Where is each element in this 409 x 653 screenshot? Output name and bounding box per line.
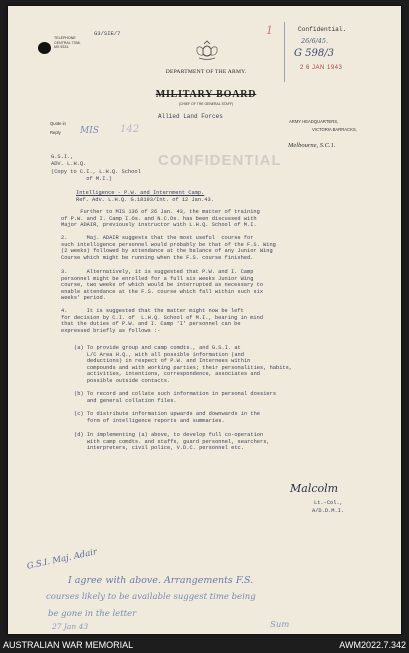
army-hq-label: ARMY HEADQUARTERS,: [289, 119, 339, 124]
confidential-label: Confidential.: [298, 26, 347, 33]
quote-in-reply-label: [50, 119, 66, 137]
telephone-block: [54, 36, 81, 50]
reply-num-handwritten: 142: [120, 124, 140, 135]
addressee-line-2: ADV. L.H.Q.: [51, 161, 87, 167]
list-item-d: (d) In implementing (a) above, to develop full co-operation with camp comdts. and staffs, guard personnel, searchers, interpreters, civil police, V.D.C. personnel etc.: [74, 432, 270, 452]
coat-of-arms-icon: [193, 40, 221, 62]
reply-label: Reply: [50, 130, 61, 135]
received-date-stamp: 2 6 JAN 1943: [300, 65, 343, 71]
file-code-handwritten: G 598/3: [294, 48, 334, 59]
annotation-initials: Sum: [270, 620, 290, 630]
annotation-date: 27 Jan 43: [52, 622, 89, 631]
paragraph-3: 3. Alternatively, it is suggested that P.W. and I. Camp personnel might be enrolled for a full six weeks Junior Wing course, two weeks of which would be interrupted as necessary to enable attendance at the F.S. course which fall within such six weeks' period.: [61, 269, 264, 302]
list-item-a: (a) To provide group and camp comdts., and G.S.I. at L/C Area H.Q., with all possible information (and deductions) in respect of P.W. and Internees within compounds and with working parties; their personalities, habits, activities, intentions, correspondence, associates and possible outside contacts.: [74, 345, 293, 384]
department-heading: DEPARTMENT OF THE ARMY.: [165, 69, 247, 75]
confidential-stamp-faint: CONFIDENTIAL: [158, 152, 282, 169]
subject-line: Intelligence - P.W. and Internment Camp.: [76, 190, 205, 196]
footer-bar: [0, 638, 409, 653]
paragraph-2: 2. Maj. ADAIR suggests that the most useful course for such intelligence personnel would probably be that of the F.S. Wing (2 weeks) followed by attendance at the balance of any Junior Wing Course which might be running when the F.S. course finished.: [61, 235, 276, 261]
annotation-line-3: be gone in the letter: [48, 609, 137, 619]
handwritten-date: 26/6/45.: [301, 37, 329, 45]
addressee-line-1: G.S.I.,: [51, 154, 74, 160]
paragraph-4: 4. It is suggested that the matter might now be left for decision by C.I. of L.H.Q. School of M.I., bearing in mind that the duties of P.W. and I. Camp 'I' personnel can be expressed briefly as follows :-: [61, 308, 264, 334]
ref-code: G3/SIE/7: [94, 30, 121, 37]
paragraph-1: Further to MIS 136 of 26 Jan. 43, the matter of training of P.W. and I. Camp I.Os. and N.C.Os. has been discussed with Major ADAIR, previously instructor with L.H.Q. School of M.I.: [61, 209, 260, 229]
telephone-label: TELEPHONE: [54, 36, 76, 40]
victoria-barracks-label: VICTORIA BARRACKS,: [312, 127, 357, 132]
list-item-b: (b) To record and collate such information in personal dossiers and general collation files.: [74, 391, 277, 404]
reply-ref-handwritten: MIS: [80, 126, 99, 136]
corner-mark: 1: [266, 24, 273, 37]
footer-institution: AUSTRALIAN WAR MEMORIAL: [3, 640, 134, 650]
melbourne-label: Melbourne, S.C.1.: [288, 142, 336, 149]
signature-title: A/D.D.M.I.: [312, 508, 345, 514]
telephone-central: CENTRAL 7338.: [54, 40, 81, 45]
addressee-line-4: of M.I.): [51, 176, 112, 182]
allied-land-forces: Allied Land Forces: [158, 113, 223, 120]
quote-in-label: Quote in: [50, 121, 66, 126]
military-board-subtitle: (CHIEF OF THE GENERAL STAFF): [178, 102, 234, 106]
annotation-line-2: courses likely to be available suggest time being: [46, 592, 256, 602]
margin-note-handwritten: G.S.I. Maj. Adair: [26, 547, 98, 572]
list-item-c: (c) To distribute information upwards and downwards in the form of intelligence reports and summaries.: [74, 411, 260, 424]
annotation-line-1: I agree with above. Arrangements F.S.: [68, 575, 254, 586]
addressee-line-3: (Copy to C.I., L.H.Q. School: [51, 169, 141, 175]
telephone-mx: MX 5331.: [54, 45, 70, 49]
document-page: [8, 6, 401, 634]
signature-rank: Lt.-Col.,: [314, 500, 343, 506]
military-board-heading: MILITARY BOARD: [155, 89, 257, 100]
stamp-box: [284, 22, 285, 82]
reference-line: Ref. Adv. L.H.Q. G.18193/Int. of 12 Jan.43.: [76, 197, 214, 203]
punch-hole: [38, 42, 51, 54]
footer-accession: AWM2022.7.342: [339, 640, 406, 650]
signature-handwritten: Malcolm: [290, 482, 339, 495]
